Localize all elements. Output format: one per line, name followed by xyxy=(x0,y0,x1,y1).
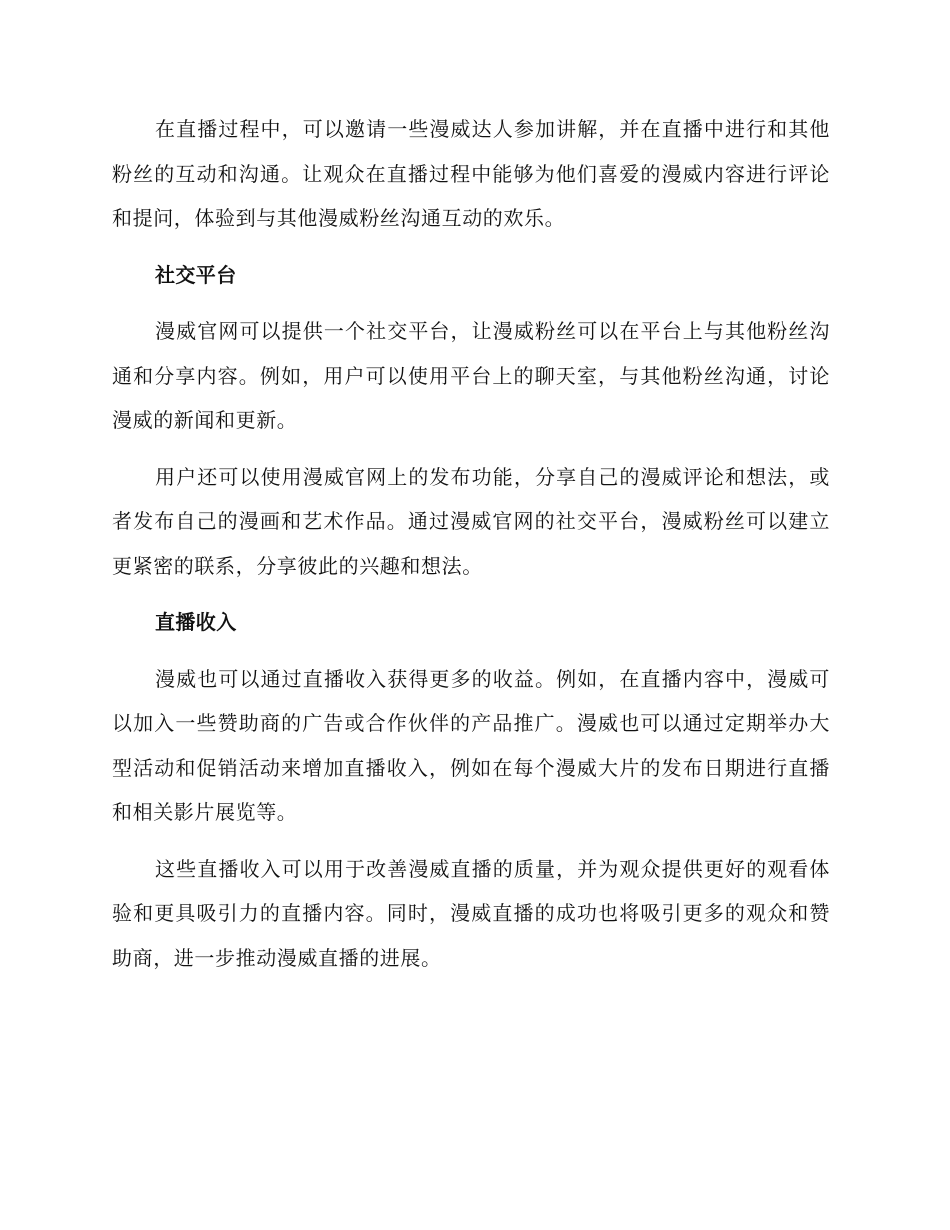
paragraph-live-interaction: 在直播过程中，可以邀请一些漫威达人参加讲解，并在直播中进行和其他粉丝的互动和沟通。让观众在直播过程中能够为他们喜爱的漫威内容进行评论和提问，体验到与其他漫威粉丝沟通互动的欢乐。 xyxy=(112,117,830,230)
paragraph-revenue-usage: 这些直播收入可以用于改善漫威直播的质量，并为观众提供更好的观看体验和更具吸引力的直播内容。同时，漫威直播的成功也将吸引更多的观众和赞助商，进一步推动漫威直播的进展。 xyxy=(112,856,830,970)
heading-social-platform: 社交平台 xyxy=(155,262,237,287)
paragraph-social-platform: 漫威官网可以提供一个社交平台，让漫威粉丝可以在平台上与其他粉丝沟通和分享内容。例如，用户可以使用平台上的聊天室，与其他粉丝沟通，讨论漫威的新闻和更新。 xyxy=(112,319,830,432)
paragraph-publishing-feature: 用户还可以使用漫威官网上的发布功能，分享自己的漫威评论和想法，或者发布自己的漫画和艺术作品。通过漫威官网的社交平台，漫威粉丝可以建立更紧密的联系，分享彼此的兴趣和想法。 xyxy=(112,464,830,578)
paragraph-live-revenue: 漫威也可以通过直播收入获得更多的收益。例如，在直播内容中，漫威可以加入一些赞助商的广告或合作伙伴的产品推广。漫威也可以通过定期举办大型活动和促销活动来增加直播收入，例如在每个漫威大片的发布日期进行直播和相关影片展览等。 xyxy=(112,666,830,824)
document-page xyxy=(112,107,830,992)
heading-live-revenue: 直播收入 xyxy=(155,610,237,634)
